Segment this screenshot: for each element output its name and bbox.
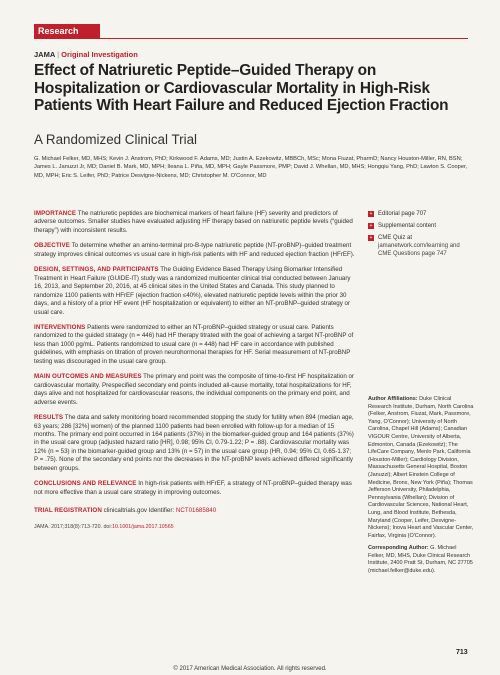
cme-label: CME Quiz at — [378, 235, 413, 241]
journal-name: JAMA — [34, 50, 55, 59]
copyright-notice: © 2017 American Medical Association. All rights reserved. — [173, 666, 327, 672]
affiliations-text: Duke Clinical Research Institute, Durham, North Carolina (Felker, Anstrom, Fiuzat, Mark, Passmore, Yang, O'Connor); University of North Carolina, Chapel Hill (Adams); Canadian VIGOUR Centre, University of Alberta, Edmonton, Canada (Ezekowitz); The LifeCare Company, Menlo Park, California (Houston-Miller); Cardiology Division, Massachusetts General Hospital, Boston (Januzzi); Albert Einstein College of Medicine, Bronx, New York (Piña); Thomas Jefferson University, Philadelphia, Pennsylvania (Whellan); Division of Cardiovascular Sciences, National Heart, Lung, and Blood Institute, Bethesda, Maryland (Cooper, Leifer, Desvigne-Nickens); Inova Heart and Vascular Center, Fairfax, Virginia (O'Connor). — [368, 396, 474, 539]
article-title: Effect of Natriuretic Peptide–Guided Therapy on Hospitalization or Cardiovascular Mortality in High-Risk Patients With Heart Failure and Reduced Ejection Fraction — [34, 62, 449, 114]
section-label: DESIGN, SETTINGS, AND PARTICIPANTS — [34, 266, 159, 274]
section-label: INTERVENTIONS — [34, 323, 86, 331]
kicker-separator: | — [57, 50, 60, 59]
cme-icon: + — [369, 235, 373, 241]
author-list: G. Michael Felker, MD, MHS; Kevin J. Anstrom, PhD; Kirkwood F. Adams, MD; Justin A. Ezekowitz, MBBCh, MSc; Mona Fiuzat, PharmD; Nancy Houston-Miller, RN, BSN; James L. Januzzi Jr, MD; Daniel B. Mark, MD, MPH; Ileana L. Piña, MD, MPH; Gayle Passmore, PMP; David J. Whellan, MD, MHS; Hongqiu Yang, PhD; Lawton S. Cooper, MD, MPH; Eric S. Leifer, PhD; Patrice Desvigne-Nickens, MD; Christopher M. O'Connor, MD — [34, 156, 468, 179]
corresponding-text: G. Michael Felker, MD, MHS, Duke Clinical Research Institute, 2400 Pratt St, Durham, NC 27705 (michael.felker@duke.edu). — [368, 545, 473, 575]
plus-icon: + — [369, 211, 373, 217]
article-subtitle: A Randomized Clinical Trial — [34, 132, 197, 147]
trial-id-link[interactable]: NCT01685840 — [175, 507, 217, 515]
section-label: CONCLUSIONS AND RELEVANCE — [34, 480, 137, 488]
cme-link-text: jamanetwork.com/learning and CME Questions page 747 — [378, 243, 460, 257]
abstract-outcomes — [34, 373, 356, 407]
plus-icon: + — [369, 223, 373, 229]
abstract-results — [34, 414, 356, 473]
cme-quiz-link[interactable] — [368, 234, 474, 258]
author-affiliations — [368, 396, 474, 576]
section-text: In high-risk patients with HFrEF, a strategy of NT-proBNP–guided therapy was not more effective than a usual care strategy in improving outcomes. — [34, 480, 352, 496]
section-label: OBJECTIVE — [34, 242, 70, 250]
section-label: TRIAL REGISTRATION — [34, 507, 102, 515]
abstract-conclusions — [34, 480, 356, 497]
article-type: Original Investigation — [61, 50, 138, 59]
section-text: To determine whether an amino-terminal pro-B-type natriuretic peptide (NT-proBNP)–guided treatment strategy improves clinical outcomes vs usual care in high-risk patients with HF and reduced ejection fraction (HFrEF). — [34, 242, 355, 258]
abstract — [34, 210, 356, 531]
citation — [34, 523, 356, 531]
abstract-importance — [34, 210, 356, 235]
doi-link[interactable]: 10.1001/jama.2017.10565 — [112, 523, 174, 530]
section-text: clinicaltrials.gov Identifier: — [103, 507, 175, 515]
supplemental-link[interactable] — [368, 222, 474, 230]
corresponding-label: Corresponding Author: — [368, 545, 429, 552]
section-text: Patients were randomized to either an NT-proBNP–guided strategy or usual care. Patients randomized to the guided strategy (n = 446) had HF therapy titrated with the goal of achieving a target NT-proBNP of less than 1000 pg/mL. Patients randomized to usual care (n = 448) had HF care in accordance with published guidelines, with emphasis on titration of proven neurohormonal therapies for HF. Serial measurement of NT-proBNP testing was discouraged in the usual care group. — [34, 323, 354, 365]
section-label: IMPORTANCE — [34, 210, 77, 217]
section-text: The Guiding Evidence Based Therapy Using Biomarker Intensified Treatment in Heart Failure (GUIDE-IT) study was a randomized multicenter clinical trial conducted between January 16, 2013, and September 20, 2016, at 45 clinical sites in the United States and Canada. This study planned to randomize 1100 patients with HFrEF (ejection fraction ≤40%), elevated natriuretic peptide levels within the prior 30 days, and a history of a prior HF event (HF hospitalization or equivalent) to either an NT-proBNP–guided strategy or usual care. — [34, 266, 351, 316]
abstract-objective — [34, 242, 356, 259]
abstract-design — [34, 266, 356, 317]
trial-registration — [34, 507, 356, 515]
section-text: The natriuretic peptides are biochemical markers of heart failure (HF) severity and predictors of adverse outcomes. Smaller studies have evaluated adjusting HF therapy based on natriuretic peptide levels (“guided therapy”) with inconsistent results. — [34, 210, 353, 234]
corresponding-author — [368, 545, 474, 575]
section-label: RESULTS — [34, 414, 64, 422]
citation-text: JAMA. 2017;318(8):713-720. doi: — [34, 523, 113, 530]
abstract-interventions — [34, 324, 356, 366]
page-number: 713 — [456, 649, 468, 656]
editorial-link[interactable] — [368, 210, 474, 218]
section-tab: Research — [34, 24, 100, 39]
sidebar — [368, 210, 474, 262]
section-text: The primary end point was the composite of time-to-first HF hospitalization or cardiovascular mortality. Prespecified secondary end points included all-cause mortality, total hospitalizations for HF, days alive and not hospitalized for cardiovascular reasons, the individual components on the primary end point, and adverse events. — [34, 373, 354, 406]
kicker — [34, 50, 138, 59]
section-rule — [34, 38, 468, 39]
section-text: The data and safety monitoring board recommended stopping the study for futility when 894 (median age, 63 years; 286 [32%] women) of the planned 1100 patients had been enrolled with follow-up for a median of 15 months. The primary end point occurred in 164 patients (37%) in the biomarker-guided group and 164 patients (37%) in the usual care group (adjusted hazard ratio [HR], 0.98; 95% CI, 0.79-1.22; P = .88). Cardiovascular mortality was 12% (n = 53) in the biomarker-guided group and 13% (n = 57) in the usual care group (HR, 0.94; 95% CI, 0.65-1.37; P = .75). None of the secondary end points nor the decreases in the NT-proBNP levels achieved differed significantly between groups. — [34, 414, 354, 472]
editorial-text: Editorial page 707 — [378, 211, 427, 217]
affiliations-label: Author Affiliations: — [368, 396, 418, 402]
supplemental-text: Supplemental content — [378, 223, 437, 229]
section-label: MAIN OUTCOMES AND MEASURES — [34, 373, 142, 381]
